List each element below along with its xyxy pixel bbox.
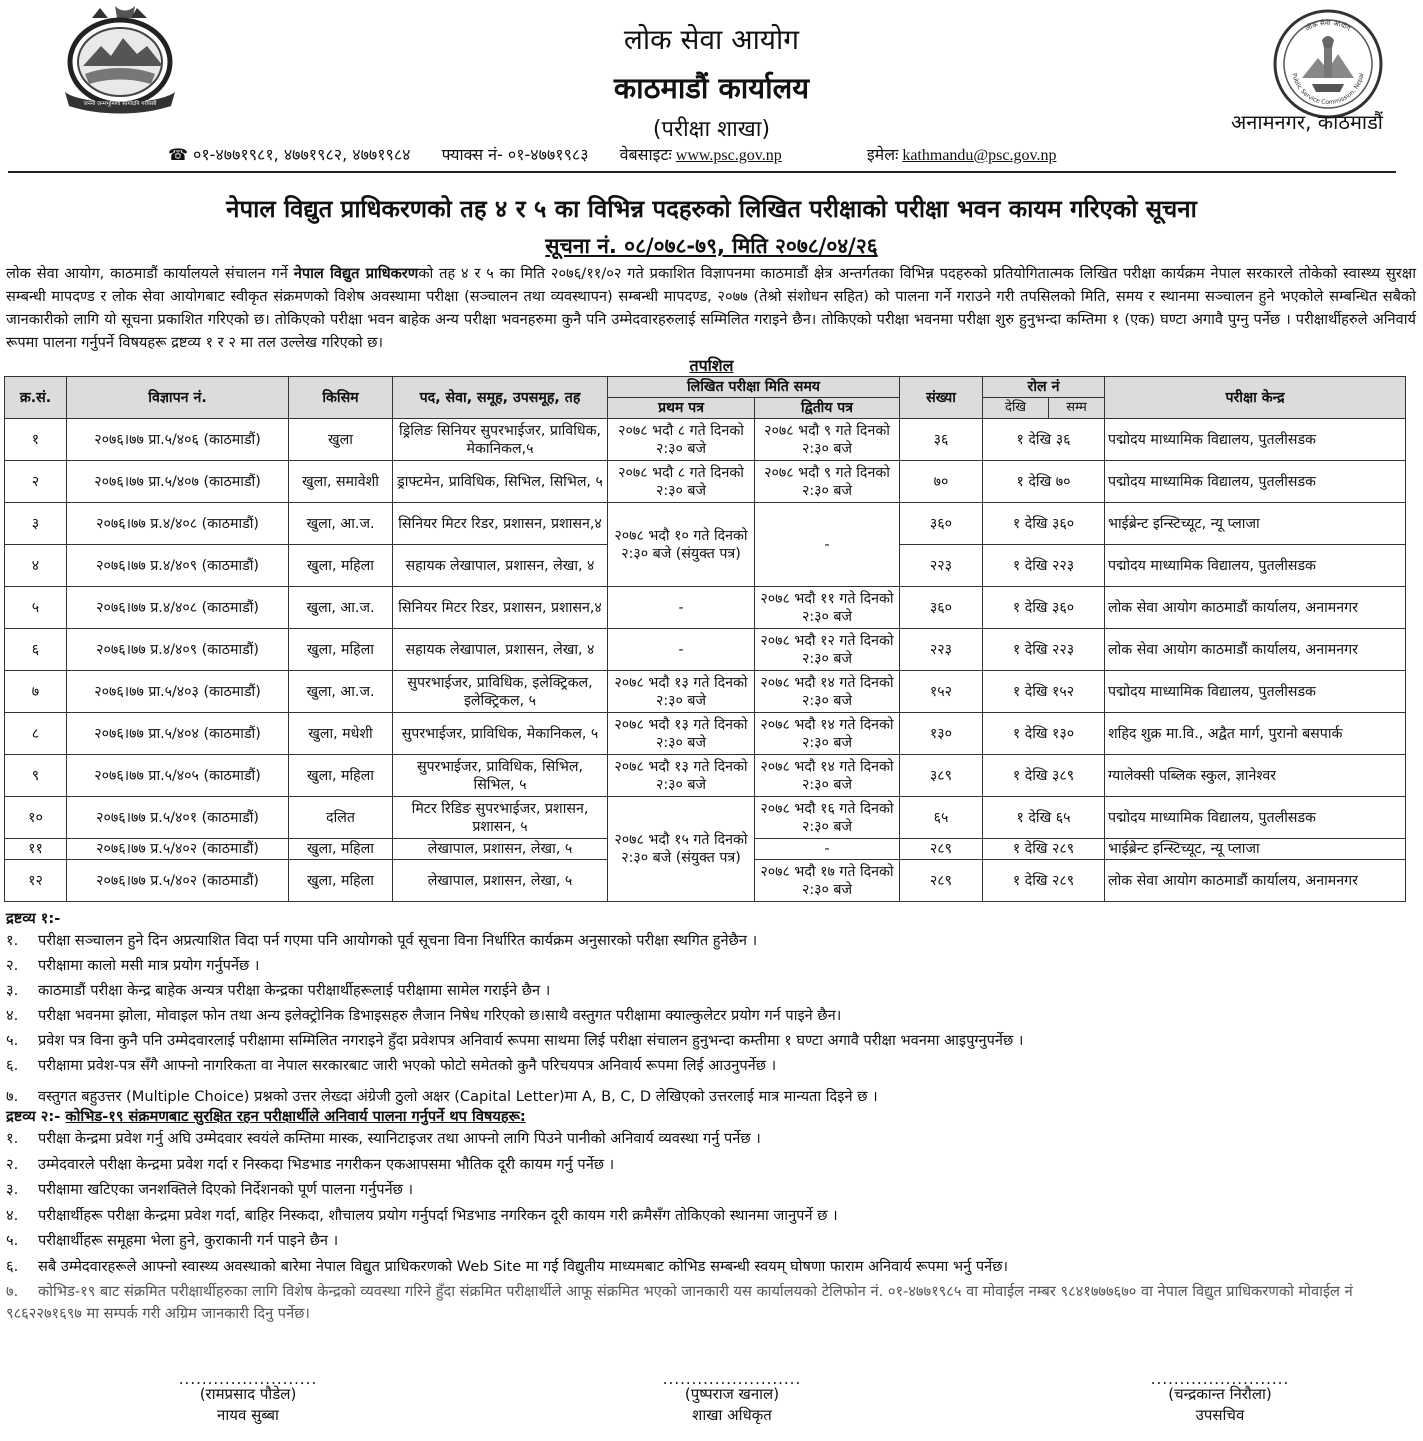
cell-p2: २०७८ भदौ १६ गते दिनको २:३० बजे bbox=[755, 797, 900, 839]
email-link[interactable]: kathmandu@psc.gov.np bbox=[902, 147, 1057, 164]
cell-adv: २०७६।७७ प्र.५/४०१ (काठमाडौं) bbox=[67, 797, 289, 839]
header-paper1: प्रथम पत्र bbox=[608, 398, 755, 419]
note-text: उम्मेदवारले परीक्षा केन्द्रमा प्रवेश गर्दा र निस्कदा भिडभाड नगरीकन एकआपसमा भौतिक दूरी कायम गर्नु पर्नेछ । bbox=[38, 1155, 615, 1173]
cell-adv: २०७६।७७ प्रा.५/४०५ (काठमाडौं) bbox=[67, 755, 289, 797]
phone-numbers: ☎ ०१-४७७१९८१, ४७७१९८२, ४७७१९८४ bbox=[168, 145, 411, 164]
cell-count: २८९ bbox=[900, 860, 983, 902]
cell-p2: - bbox=[755, 839, 900, 860]
cell-sn: ६ bbox=[5, 629, 67, 671]
cell-center: लोक सेवा आयोग काठमाडौं कार्यालय, अनामनगर bbox=[1105, 629, 1406, 671]
cell-p1: - bbox=[608, 629, 755, 671]
cell-center: भाईब्रेन्ट इन्स्टिच्यूट, न्यू प्लाजा bbox=[1105, 503, 1406, 545]
cell-adv: २०७६।७७ प्र.४/४०८ (काठमाडौं) bbox=[67, 587, 289, 629]
cell-center: लोक सेवा आयोग काठमाडौं कार्यालय, अनामनगर bbox=[1105, 587, 1406, 629]
note-item bbox=[6, 1230, 1421, 1252]
cell-sn: २ bbox=[5, 461, 67, 503]
cell-p1: २०७८ भदौ ८ गते दिनको २:३० बजे bbox=[608, 461, 755, 503]
cell-count: ६५ bbox=[900, 797, 983, 839]
table-row bbox=[5, 797, 1406, 839]
note-text: सबै उम्मेदवारहरूले आफ्नो स्वास्थ्य अवस्थाको बारेमा नेपाल विद्युत प्राधिकरणको Web Site मा गई विद्युतीय माध्यमबाट कोभिड सम्बन्धी स्वयम् घोषणा फाराम अनिवार्य रूपमा भर्नु पर्नेछ। bbox=[38, 1257, 1009, 1275]
cell-adv: २०७६।७७ प्रा.५/४०३ (काठमाडौं) bbox=[67, 671, 289, 713]
note-number: ५. bbox=[6, 1232, 19, 1249]
office-name: काठमाडौं कार्यालय bbox=[613, 71, 810, 105]
cell-sn: ७ bbox=[5, 671, 67, 713]
note-item bbox=[6, 1005, 1421, 1027]
notice-number: सूचना नं. ०८/०७८-७९, मिति २०७८/०४/२६ bbox=[545, 234, 878, 258]
cell-adv: २०७६।७७ प्रा.५/४०६ (काठमाडौं) bbox=[67, 419, 289, 461]
note-text: काठमाडौं परीक्षा केन्द्र बाहेक अन्यत्र परीक्षा केन्द्रका परीक्षार्थीहरूलाई परीक्षामा सामेल गराईने छैन । bbox=[38, 982, 551, 999]
signature-dots: ........................ bbox=[178, 1370, 318, 1388]
cell-roll: १ देखि २२३ bbox=[983, 545, 1105, 587]
cell-p1: २०७८ भदौ १३ गते दिनको २:३० बजे bbox=[608, 671, 755, 713]
cell-type: खुला, महिला bbox=[289, 629, 393, 671]
note-number: ५. bbox=[6, 1032, 19, 1049]
cell-p2: २०७८ भदौ १२ गते दिनको २:३० बजे bbox=[755, 629, 900, 671]
cell-center: शहिद शुक्र मा.वि., अद्वैत मार्ग, पुरानो बसपार्क bbox=[1105, 713, 1406, 755]
note-text: परीक्षामा खटिएका जनशक्तिले दिएको निर्देशनको पूर्ण पालना गर्नुपर्नेछ । bbox=[38, 1181, 414, 1198]
cell-count: ३६० bbox=[900, 587, 983, 629]
cell-p2: २०७८ भदौ ९ गते दिनको २:३० बजे bbox=[755, 419, 900, 461]
table-row bbox=[5, 713, 1406, 755]
cell-type: दलित bbox=[289, 797, 393, 839]
cell-sn: १२ bbox=[5, 860, 67, 902]
cell-post: सहायक लेखापाल, प्रशासन, लेखा, ४ bbox=[393, 629, 608, 671]
note-text: परीक्षा सञ्चालन हुने दिन अप्रत्याशित विदा पर्न गएमा पनि आयोगको पूर्व सूचना विना निर्धारित कार्यक्रम अनुसारको परीक्षा स्थगित हुनेछैन । bbox=[38, 932, 758, 949]
header-roll-to: सम्म bbox=[1049, 398, 1105, 419]
header-adv: विज्ञापन नं. bbox=[67, 377, 289, 419]
cell-center: ग्यालेक्सी पब्लिक स्कुल, ज्ञानेश्वर bbox=[1105, 755, 1406, 797]
note-text: परीक्षामा कालो मसी मात्र प्रयोग गर्नुपर्नेछ । bbox=[38, 957, 260, 974]
note-number: ७. bbox=[6, 1283, 19, 1300]
note-item bbox=[6, 1030, 1421, 1052]
note-item bbox=[6, 1086, 1421, 1108]
cell-post: मिटर रिडिङ सुपरभाईजर, प्रशासन, प्रशासन, ५ bbox=[393, 797, 608, 839]
signature-name: (रामप्रसाद पौडेल) bbox=[199, 1385, 297, 1403]
note-text: परीक्षा केन्द्रमा प्रवेश गर्नु अघि उम्मेदवार स्वयंले कम्तिमा मास्क, स्यानिटाइजर तथा आफ्नो लागि पिउने पानीको अनिवार्य व्यवस्था गर्नु पर्नेछ । bbox=[38, 1130, 761, 1147]
table-row bbox=[5, 503, 1406, 545]
cell-roll: १ देखि २२३ bbox=[983, 629, 1105, 671]
cell-post: ड्रिलिङ सिनियर सुपरभाईजर, प्राविधिक, मेकानिकल,५ bbox=[393, 419, 608, 461]
cell-p2: २०७८ भदौ ११ गते दिनको २:३० बजे bbox=[755, 587, 900, 629]
cell-count: १५२ bbox=[900, 671, 983, 713]
table-row bbox=[5, 587, 1406, 629]
note-text: परीक्षा भवनमा झोला, मोवाइल फोन तथा अन्य इलेक्ट्रोनिक डिभाइसहरु लैजान निषेध गरिएको छ।साथै वस्तुगत परीक्षामा क्याल्कुलेटर प्रयोग गर्न पाइने छैन। bbox=[38, 1007, 842, 1024]
cell-roll: १ देखि १३० bbox=[983, 713, 1105, 755]
signature-block bbox=[1130, 1370, 1310, 1426]
office-address: अनामनगर, काठमाडौं bbox=[1231, 110, 1383, 134]
cell-p2: २०७८ भदौ १४ गते दिनको २:३० बजे bbox=[755, 755, 900, 797]
note-text: कोभिड-१९ बाट संक्रमित परीक्षार्थीहरुका लागि विशेष केन्द्रको व्यवस्था गरिने हुँदा संक्रमित परीक्षार्थीले आफू संक्रमित भएको जानकारी यस कार्यालयको टेलिफोन नं. ०१-४७७१९८५ वा मोवाईल नम्बर ९८४१७७७६७० वा नेपाल विद्युत प्राधिकरणको मोवाईल नं ९८६२२७१६९७ मा सम्पर्क गरी अग्रिम जानकारी दिनु पर्नेछ। bbox=[6, 1283, 1353, 1322]
cell-type: खुला, महिला bbox=[289, 860, 393, 902]
header-roll-from: देखि bbox=[983, 398, 1049, 419]
cell-p2: २०७८ भदौ ९ गते दिनको २:३० बजे bbox=[755, 461, 900, 503]
cell-adv: २०७६।७७ प्र.५/४०२ (काठमाडौं) bbox=[67, 839, 289, 860]
cell-count: ७० bbox=[900, 461, 983, 503]
note-number: ४. bbox=[6, 1206, 19, 1224]
cell-adv: २०७६।७७ प्र.५/४०२ (काठमाडौं) bbox=[67, 860, 289, 902]
cell-type: खुला, मधेशी bbox=[289, 713, 393, 755]
note-number: २. bbox=[6, 957, 19, 974]
table-caption: तपशिल bbox=[689, 356, 734, 375]
table-row bbox=[5, 671, 1406, 713]
note-item bbox=[6, 955, 1421, 977]
cell-roll: १ देखि २८९ bbox=[983, 860, 1105, 902]
cell-roll: १ देखि २८९ bbox=[983, 839, 1105, 860]
signature-name: (पुष्पराज खनाल) bbox=[684, 1385, 780, 1403]
cell-post: लेखापाल, प्रशासन, लेखा, ५ bbox=[393, 860, 608, 902]
header-roll: रोल नं bbox=[983, 377, 1105, 398]
note-number: २. bbox=[6, 1155, 19, 1173]
cell-type: खुला, समावेशी bbox=[289, 461, 393, 503]
website-link[interactable]: www.psc.gov.np bbox=[675, 147, 782, 164]
header-divider bbox=[8, 171, 1396, 173]
cell-count: २२३ bbox=[900, 545, 983, 587]
cell-adv: २०७६।७७ प्रा.५/४०४ (काठमाडौं) bbox=[67, 713, 289, 755]
section-name: (परीक्षा शाखा) bbox=[652, 117, 771, 142]
cell-sn: १० bbox=[5, 797, 67, 839]
cell-type: खुला, आ.ज. bbox=[289, 503, 393, 545]
header-sn: क्र.सं. bbox=[5, 377, 67, 419]
notice-title: नेपाल विद्युत प्राधिकरणको तह ४ र ५ का विभिन्न पदहरुको लिखित परीक्षाको परीक्षा भवन कायम गरिएको सूचना bbox=[226, 195, 1197, 223]
cell-p1: - bbox=[608, 587, 755, 629]
email-label: इमेलः bbox=[866, 145, 899, 164]
fax-number: फ्याक्स नं- ०१-४७७१९८३ bbox=[441, 145, 589, 164]
cell-p1: २०७८ भदौ ८ गते दिनको २:३० बजे bbox=[608, 419, 755, 461]
note-number: ७. bbox=[6, 1088, 19, 1105]
cell-count: १३० bbox=[900, 713, 983, 755]
signature-dots: ........................ bbox=[662, 1370, 802, 1388]
cell-adv: २०७६।७७ प्र.४/४०९ (काठमाडौं) bbox=[67, 629, 289, 671]
cell-p2: २०७८ भदौ १७ गते दिनको २:३० बजे bbox=[755, 860, 900, 902]
header-type: किसिम bbox=[289, 377, 393, 419]
intro-paragraph bbox=[6, 262, 1416, 354]
cell-post: सुपरभाईजर, प्राविधिक, मेकानिकल, ५ bbox=[393, 713, 608, 755]
note-item bbox=[6, 1055, 1421, 1077]
note-item bbox=[6, 1154, 1421, 1176]
note-text: परीक्षामा प्रवेश-पत्र सँगै आफ्नो नागरिकता वा नेपाल सरकारबाट जारी भएको फोटो समेतको कुनै परिचयपत्र अनिवार्य रूपमा लिई आउनुपर्नेछ । bbox=[38, 1057, 777, 1074]
cell-center: पद्मोदय माध्यामिक विद्यालय, पुतलीसडक bbox=[1105, 461, 1406, 503]
header-exam-date: लिखित परीक्षा मिति समय bbox=[608, 377, 900, 398]
note-text: परीक्षार्थीहरू समूहमा भेला हुने, कुराकानी गर्न पाइने छैन । bbox=[38, 1232, 339, 1249]
cell-p2: २०७८ भदौ १४ गते दिनको २:३० बजे bbox=[755, 671, 900, 713]
note-number: ३. bbox=[6, 982, 19, 999]
cell-count: २२३ bbox=[900, 629, 983, 671]
signature-title: उपसचिव bbox=[1195, 1406, 1245, 1424]
exam-schedule-table bbox=[4, 376, 1406, 902]
header-post: पद, सेवा, समूह, उपसमूह, तह bbox=[393, 377, 608, 419]
cell-center: भाईब्रेन्ट इन्स्टिच्यूट, न्यू प्लाजा bbox=[1105, 839, 1406, 860]
note-text: परीक्षार्थीहरू परीक्षा केन्द्रमा प्रवेश गर्दा, बाहिर निस्कदा, शौचालय प्रयोग गर्नुपर्दा भिडभाड नगरिकन दूरी कायम गरी क्रमैसँग तोकिएको स्थानमा जानुपर्ने छ । bbox=[38, 1206, 838, 1224]
cell-type: खुला bbox=[289, 419, 393, 461]
intro-text-a: लोक सेवा आयोग, काठमाडौं कार्यालयले संचालन गर्ने bbox=[6, 265, 294, 282]
note-number: ६. bbox=[6, 1257, 19, 1275]
svg-text:जननी जन्मभूमिश्च स्वर्गादपि गर: जननी जन्मभूमिश्च स्वर्गादपि गरीयसी bbox=[83, 101, 157, 107]
signature-title: शाखा अधिकृत bbox=[692, 1406, 772, 1424]
cell-count: ३६ bbox=[900, 419, 983, 461]
cell-post: सहायक लेखापाल, प्रशासन, लेखा, ४ bbox=[393, 545, 608, 587]
header-paper2: द्वितीय पत्र bbox=[755, 398, 900, 419]
svg-text:Public Service Commission, Nep: Public Service Commission, Nepal bbox=[1290, 72, 1366, 107]
cell-count: ३६० bbox=[900, 503, 983, 545]
table-row bbox=[5, 629, 1406, 671]
cell-center: लोक सेवा आयोग काठमाडौं कार्यालय, अनामनगर bbox=[1105, 860, 1406, 902]
notes2-heading-label: द्रष्टव्य २:- bbox=[6, 1108, 66, 1125]
cell-adv: २०७६।७७ प्र.४/४०८ (काठमाडौं) bbox=[67, 503, 289, 545]
note-item bbox=[6, 1128, 1421, 1150]
notes2-heading-title: कोभिड-१९ संक्रमणबाट सुरक्षित रहन परीक्षार्थीले अनिवार्य पालना गर्नुपर्ने थप विषयहरू: bbox=[65, 1108, 526, 1125]
note-number: ४. bbox=[6, 1007, 19, 1024]
note-item bbox=[6, 1281, 1421, 1325]
cell-center: पद्मोदय माध्यामिक विद्यालय, पुतलीसडक bbox=[1105, 545, 1406, 587]
cell-roll: १ देखि ६५ bbox=[983, 797, 1105, 839]
notes1-heading: द्रष्टव्य १:- bbox=[6, 910, 61, 927]
cell-sn: ३ bbox=[5, 503, 67, 545]
cell-count: ३८९ bbox=[900, 755, 983, 797]
cell-type: खुला, महिला bbox=[289, 755, 393, 797]
cell-roll: १ देखि १५२ bbox=[983, 671, 1105, 713]
website-label: वेबसाइटः bbox=[619, 145, 672, 164]
cell-post: ड्राफ्टमेन, प्राविधिक, सिभिल, सिभिल, ५ bbox=[393, 461, 608, 503]
cell-center: पद्मोदय माध्यामिक विद्यालय, पुतलीसडक bbox=[1105, 797, 1406, 839]
cell-roll: १ देखि ३६ bbox=[983, 419, 1105, 461]
note-item bbox=[6, 1205, 1421, 1227]
cell-p1: २०७८ भदौ १३ गते दिनको २:३० बजे bbox=[608, 755, 755, 797]
intro-text-b: को तह ४ र ५ का मिति २०७६/११/०२ गते प्रकाशित विज्ञापनमा काठमाडौं क्षेत्र अन्तर्गतका विभिन्न पदहरुको प्रतियोगितात्मक लिखित परीक्षा कार्यक्रम नेपाल सरकारले तोकेको स्वास्थ्य सुरक्षा सम्बन्धी मापदण्ड र लोक सेवा आयोगबाट स्वीकृत संक्रमणको विशेष अवस्थामा परीक्षा (सञ्चालन तथा व्यवस्थापन) सम्बन्धी मापदण्ड, २०७७ (तेश्रो संशोधन सहित) को पालना गर्ने गराउने गरी तपसिलको मिति, समय र स्थानमा सञ्चालन हुने भएकोले सम्बन्धित सबैको जानकारीको लागि यो सूचना प्रकाशित गरिएको छ। तोकिएको परीक्षा भवन बाहेक अन्य परीक्षा भवनहरुमा कुनै पनि उम्मेदवारहरुलाई सम्मिलित गराइने छैन। तोकिएको परीक्षा भवनमा परीक्षा शुरु हुनुभन्दा कम्तिमा १ (एक) घण्टा अगावै पुग्नु पर्नेछ । परीक्षार्थीहरुले अनिवार्य रूपमा पालना गर्नुपर्ने विषयहरू द्रष्टव्य १ र २ मा तल उल्लेख गरिएको छ। bbox=[6, 265, 1416, 351]
cell-p1: २०७८ भदौ १३ गते दिनको २:३० बजे bbox=[608, 713, 755, 755]
cell-count: २८९ bbox=[900, 839, 983, 860]
header-count: संख्या bbox=[900, 377, 983, 419]
cell-post: सुपरभाईजर, प्राविधिक, सिभिल, सिभिल, ५ bbox=[393, 755, 608, 797]
cell-center: पद्मोदय माध्यामिक विद्यालय, पुतलीसडक bbox=[1105, 671, 1406, 713]
cell-type: खुला, महिला bbox=[289, 839, 393, 860]
table-row bbox=[5, 755, 1406, 797]
table-row bbox=[5, 461, 1406, 503]
cell-type: खुला, आ.ज. bbox=[289, 587, 393, 629]
svg-text:लोक सेवा आयोग: लोक सेवा आयोग bbox=[1304, 19, 1352, 33]
note-item bbox=[6, 1256, 1421, 1278]
header-center: परीक्षा केन्द्र bbox=[1105, 377, 1406, 419]
cell-sn: ९ bbox=[5, 755, 67, 797]
signature-block bbox=[158, 1370, 338, 1426]
cell-p2: २०७८ भदौ १४ गते दिनको २:३० बजे bbox=[755, 713, 900, 755]
table-row bbox=[5, 419, 1406, 461]
cell-roll: १ देखि ७० bbox=[983, 461, 1105, 503]
notes2-heading bbox=[6, 1106, 526, 1126]
signature-block bbox=[642, 1370, 822, 1426]
signature-dots: ........................ bbox=[1150, 1370, 1290, 1388]
contact-row bbox=[168, 143, 1082, 165]
cell-p1: २०७८ भदौ १० गते दिनको २:३० बजे (संयुक्त पत्र) bbox=[608, 503, 755, 587]
cell-center: पद्मोदय माध्यामिक विद्यालय, पुतलीसडक bbox=[1105, 419, 1406, 461]
cell-sn: ८ bbox=[5, 713, 67, 755]
cell-roll: १ देखि ३६० bbox=[983, 503, 1105, 545]
cell-sn: १ bbox=[5, 419, 67, 461]
org-name: लोक सेवा आयोग bbox=[623, 23, 800, 56]
cell-roll: १ देखि ३६० bbox=[983, 587, 1105, 629]
cell-type: खुला, महिला bbox=[289, 545, 393, 587]
note-text: प्रवेश पत्र विना कुनै पनि उम्मेदवारलाई परीक्षामा सम्मिलित नगराइने हुँदा प्रवेशपत्र अनिवार्य रूपमा साथमा लिई परीक्षा संचालन हुनुभन्दा कम्तीमा १ घण्टा अगावै परीक्षा भवनमा आइपुग्नुपर्नेछ । bbox=[38, 1032, 1024, 1049]
cell-post: सिनियर मिटर रिडर, प्रशासन, प्रशासन,४ bbox=[393, 503, 608, 545]
cell-sn: ४ bbox=[5, 545, 67, 587]
cell-type: खुला, आ.ज. bbox=[289, 671, 393, 713]
cell-roll: १ देखि ३८९ bbox=[983, 755, 1105, 797]
note-number: ३. bbox=[6, 1181, 19, 1198]
cell-adv: २०७६।७७ प्रा.५/४०७ (काठमाडौं) bbox=[67, 461, 289, 503]
note-number: १. bbox=[6, 932, 19, 949]
note-item bbox=[6, 980, 1421, 1002]
cell-sn: ११ bbox=[5, 839, 67, 860]
cell-post: सिनियर मिटर रिडर, प्रशासन, प्रशासन,४ bbox=[393, 587, 608, 629]
note-number: ६. bbox=[6, 1057, 19, 1074]
signature-title: नायव सुब्बा bbox=[217, 1406, 279, 1424]
cell-post: लेखापाल, प्रशासन, लेखा, ५ bbox=[393, 839, 608, 860]
signature-name: (चन्द्रकान्त निरौला) bbox=[1168, 1385, 1272, 1403]
cell-adv: २०७६।७७ प्र.४/४०९ (काठमाडौं) bbox=[67, 545, 289, 587]
note-text: वस्तुगत बहुउत्तर (Multiple Choice) प्रश्नको उत्तर लेख्दा अंग्रेजी ठुलो अक्षर (Capital Letter)मा A, B, C, D लेखिएको उत्तरलाई मात्र मान्यता दिइने छ । bbox=[38, 1088, 878, 1105]
cell-p2: - bbox=[755, 503, 900, 587]
note-item bbox=[6, 930, 1421, 952]
note-item bbox=[6, 1179, 1421, 1201]
intro-bold-org: नेपाल विद्युत प्राधिकरण bbox=[293, 265, 419, 282]
cell-p1: २०७८ भदौ १५ गते दिनको २:३० बजे (संयुक्त पत्र) bbox=[608, 797, 755, 902]
cell-sn: ५ bbox=[5, 587, 67, 629]
cell-post: सुपरभाईजर, प्राविधिक, इलेक्ट्रिकल, इलेक्ट्रिकल, ५ bbox=[393, 671, 608, 713]
note-number: १. bbox=[6, 1130, 19, 1147]
